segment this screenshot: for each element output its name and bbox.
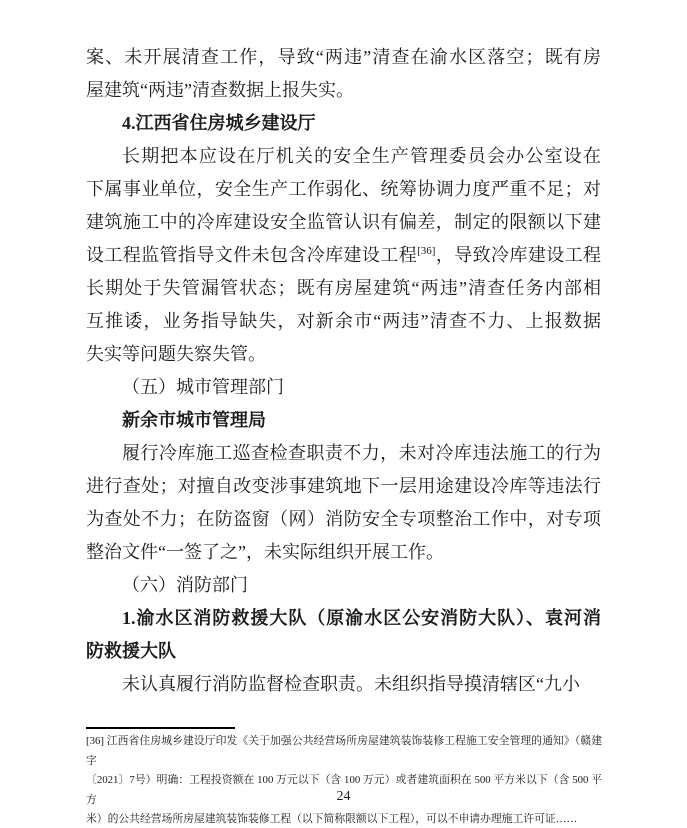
footnote-line: 米）的公共经营场所房屋建筑装饰装修工程（以下简称限额以下工程），可以不申请办理施工许可证…… bbox=[86, 813, 578, 825]
paragraph-line: 为查处不力；在防盗窗（网）消防安全专项整治工作中，对专项 bbox=[86, 509, 601, 529]
heading-line: 防救援大队 bbox=[86, 641, 176, 661]
footnote bbox=[86, 732, 602, 828]
document-body bbox=[86, 41, 601, 701]
paragraph-line: 案、未开展清查工作，导致“两违”清查在渝水区落空；既有房 bbox=[86, 47, 601, 67]
heading-line: 新余市城市管理局 bbox=[122, 410, 266, 430]
heading-line: 4.江西省住房城乡建设厅 bbox=[122, 113, 316, 133]
paragraph-line: 未认真履行消防监督检查职责。未组织指导摸清辖区“九小 bbox=[122, 674, 580, 694]
paragraph-line: 进行查处；对擅自改变涉事建筑地下一层用途建设冷库等违法行 bbox=[86, 476, 601, 496]
footnote-line: 〔2021〕7号）明确：工程投资额在 100 万元以下（含 100 万元）或者建筑面积在 500 平方米以下（含 500 平方 bbox=[86, 774, 602, 806]
paragraph-line: 建筑施工中的冷库建设安全监管认识有偏差，制定的限额以下建 bbox=[86, 212, 601, 232]
paragraph-line: 履行冷库施工巡查检查职责不力，未对冷库违法施工的行为 bbox=[122, 443, 601, 463]
page-number: 24 bbox=[336, 789, 351, 804]
footnote-reference: [36] bbox=[417, 245, 436, 257]
text-segment: ，导致冷库建设工程 bbox=[435, 245, 602, 265]
paragraph-line bbox=[86, 239, 601, 272]
section-line: （五）城市管理部门 bbox=[122, 377, 284, 397]
paragraph-line: 长期把本应设在厅机关的安全生产管理委员会办公室设在 bbox=[122, 146, 601, 166]
footnote-line: [36] 江西省住房城乡建设厅印发《关于加强公共经营场所房屋建筑装饰装修工程施工安全管理的通知》（赣建字 bbox=[86, 735, 602, 767]
section-line: （六）消防部门 bbox=[122, 575, 248, 595]
paragraph-line: 屋建筑“两违”清查数据上报失实。 bbox=[86, 80, 354, 100]
paragraph-line: 下属事业单位，安全生产工作弱化、统筹协调力度严重不足；对 bbox=[86, 179, 601, 199]
heading-line: 1.渝水区消防救援大队（原渝水区公安消防大队）、袁河消 bbox=[122, 608, 601, 628]
text-segment: 设工程监管指导文件未包含冷库建设工程 bbox=[86, 245, 418, 265]
footnote-separator bbox=[86, 727, 235, 729]
paragraph-line: 互推诿，业务指导缺失，对新余市“两违”清查不力、上报数据 bbox=[86, 311, 601, 331]
paragraph-line: 整治文件“一签了之”，未实际组织开展工作。 bbox=[86, 542, 444, 562]
paragraph-line: 长期处于失管漏管状态；既有房屋建筑“两违”清查任务内部相 bbox=[86, 278, 601, 298]
paragraph-line: 失实等问题失察失管。 bbox=[86, 344, 266, 364]
